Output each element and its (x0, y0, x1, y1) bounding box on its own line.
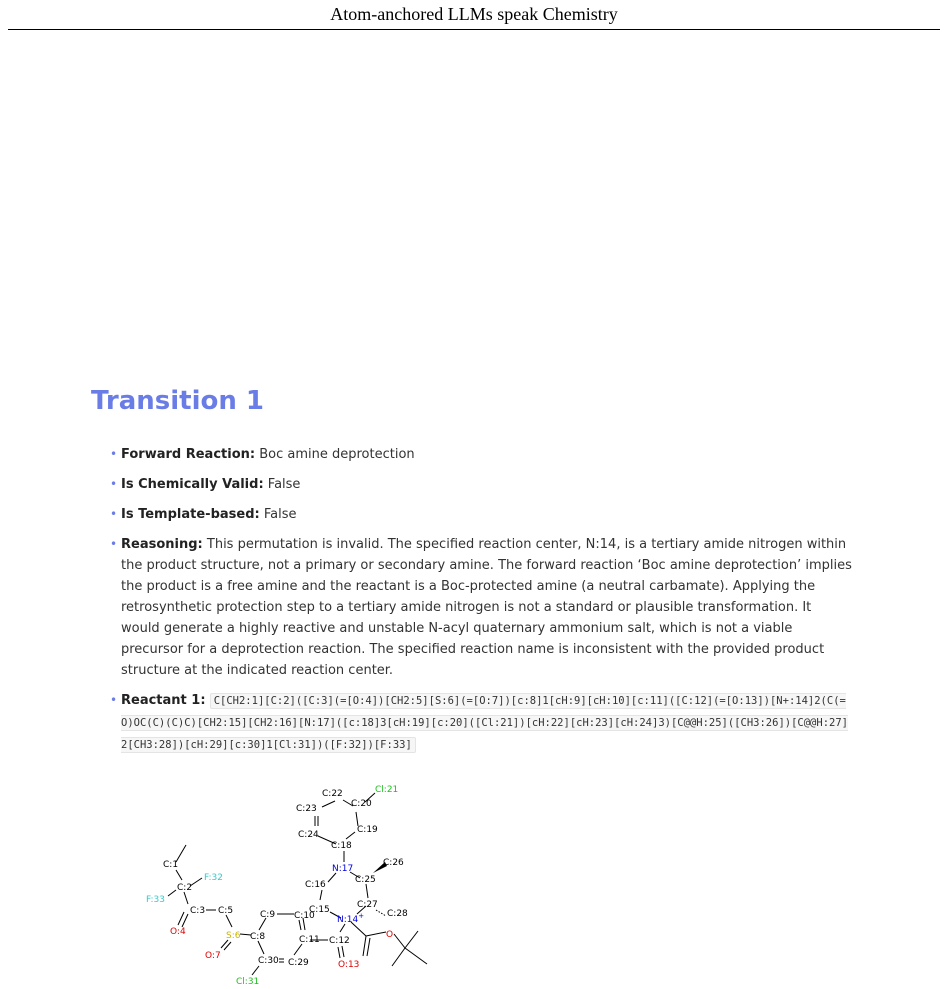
property-list (104, 444, 854, 765)
reasoning-text: This permutation is invalid. The specified reaction center, N:14, is a tertiary amide nitrogen within the product structure, not a primary or secondary amine. The forward reaction ‘Boc amine deprotection’ implies the product is a free amine and the reactant is a Boc-protected amine (a neutral carbamate). Applying the retrosynthetic protection step to a tertiary amide nitrogen is not a standard or plausible transformation. It would generate a highly reactive and unstable N-acyl quaternary ammonium salt, which is not a viable precursor for a deprotection reaction. The specified reaction name is inconsistent with the provided product structure at the indicated reaction center. (121, 537, 852, 678)
atom-label-c5: C:5 (218, 906, 234, 916)
item-value: False (267, 477, 301, 492)
item-label: Reasoning: (121, 537, 203, 552)
atom-label-n17: N:17 (332, 864, 354, 874)
atom-label-cl21: Cl:21 (375, 785, 399, 795)
molecule-structure (130, 776, 440, 986)
atom-label-c27: C:27 (357, 900, 378, 910)
atom-label-c3: C:3 (190, 906, 206, 916)
list-item-template-based (104, 504, 854, 525)
list-item-reasoning (104, 534, 854, 681)
item-label: Reactant 1: (121, 693, 206, 708)
atom-label-c24: C:24 (298, 830, 319, 840)
atom-label-s6: S:6 (226, 931, 241, 941)
atom-label-f32: F:32 (204, 873, 223, 883)
atom-label-c19: C:19 (357, 825, 378, 835)
atom-label-c10: C:10 (294, 911, 315, 921)
atom-label-c26: C:26 (383, 858, 404, 868)
atom-label-c11: C:11 (299, 935, 320, 945)
item-label: Forward Reaction: (121, 447, 256, 462)
atom-label-f33: F:33 (146, 895, 165, 905)
section-title: Transition 1 (91, 386, 264, 416)
item-label: Is Template-based: (121, 507, 260, 522)
running-header: Atom-anchored LLMs speak Chemistry (8, 4, 940, 30)
atom-label-c2: C:2 (177, 883, 193, 893)
atom-label-c16: C:16 (305, 880, 326, 890)
atom-label-c8: C:8 (250, 932, 266, 942)
atom-label-c1: C:1 (163, 860, 179, 870)
atom-label-o7: O:7 (205, 951, 221, 961)
atom-label-c29: C:29 (288, 958, 309, 968)
list-item-reactant (104, 690, 854, 756)
list-item-forward-reaction (104, 444, 854, 465)
item-value: Boc amine deprotection (259, 447, 415, 462)
smiles-code: C[CH2:1][C:2]([C:3](=[O:4])[CH2:5][S:6](=[O:7])[c:8]1[cH:9][cH:10][c:11]([C:12](=[O:13])[N+:14]2(C(=O)OC(C)(C)C)[CH2:15][CH2:16][N:17]([c:18]3[cH:19][c:20]([Cl:21])[cH:22][cH:23][cH:24]3)[C@@H:25]([CH3:26])[C@@H:27]2[CH3:28])[cH:29][c:30]1[Cl:31])([F:32])[F:33] (121, 695, 848, 751)
atom-label-c28: C:28 (387, 909, 408, 919)
item-value: False (263, 507, 297, 522)
bonds (168, 793, 427, 975)
atom-label-c20: C:20 (351, 799, 372, 809)
n14-symbol: N:14 (337, 915, 359, 925)
list-item-chemically-valid (104, 474, 854, 495)
item-label: Is Chemically Valid: (121, 477, 264, 492)
atom-label-cl31: Cl:31 (236, 977, 260, 986)
atom-label-c18: C:18 (331, 841, 352, 851)
atom-label-c22: C:22 (322, 789, 343, 799)
atom-label-c25: C:25 (355, 875, 376, 885)
atom-label-c30: C:30 (258, 956, 279, 966)
atom-label-o4: O:4 (170, 927, 186, 937)
n14-charge: + (358, 912, 365, 920)
atom-label-c15: C:15 (309, 905, 330, 915)
atom-label-c23: C:23 (296, 804, 317, 814)
atom-label-c9: C:9 (260, 910, 276, 920)
atom-label-c12: C:12 (329, 936, 350, 946)
atom-label-o-ester: O (386, 930, 394, 940)
atom-labels (146, 785, 408, 986)
atom-label-o13: O:13 (338, 960, 360, 970)
atom-label-n14 (337, 912, 364, 925)
